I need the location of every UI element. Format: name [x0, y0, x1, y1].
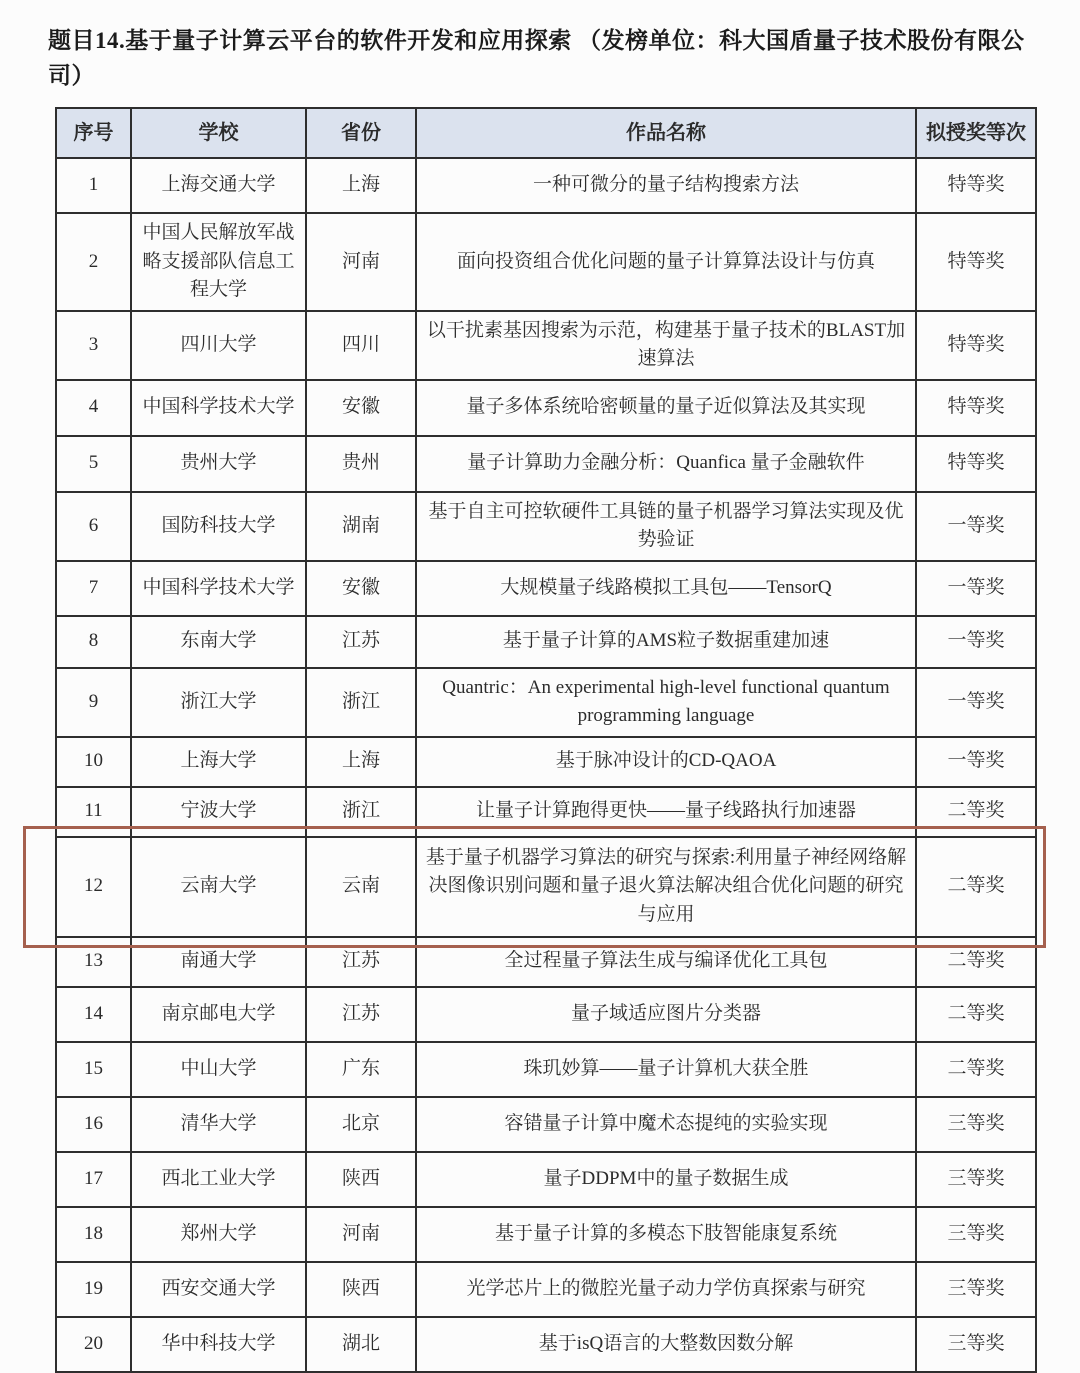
cell-work: 一种可微分的量子结构搜索方法 — [416, 158, 916, 213]
cell-award: 特等奖 — [916, 213, 1036, 311]
table-row — [56, 1152, 1036, 1207]
cell-award: 特等奖 — [916, 158, 1036, 213]
cell-award: 二等奖 — [916, 1042, 1036, 1097]
cell-school: 四川大学 — [131, 311, 306, 380]
cell-no: 20 — [56, 1317, 131, 1372]
table-row — [56, 937, 1036, 987]
cell-school: 上海大学 — [131, 737, 306, 787]
cell-school: 东南大学 — [131, 616, 306, 668]
cell-work: 以干扰素基因搜索为示范，构建基于量子技术的BLAST加速算法 — [416, 311, 916, 380]
table-row — [56, 1097, 1036, 1152]
cell-province: 安徽 — [306, 561, 416, 616]
cell-no: 2 — [56, 213, 131, 311]
cell-province: 北京 — [306, 1097, 416, 1152]
table-row — [56, 787, 1036, 837]
cell-province: 湖北 — [306, 1317, 416, 1372]
cell-work: 量子DDPM中的量子数据生成 — [416, 1152, 916, 1207]
cell-no: 7 — [56, 561, 131, 616]
cell-no: 8 — [56, 616, 131, 668]
table-row — [56, 737, 1036, 787]
cell-province: 云南 — [306, 837, 416, 937]
cell-school: 中国科学技术大学 — [131, 561, 306, 616]
cell-school: 国防科技大学 — [131, 492, 306, 561]
header-school: 学校 — [131, 108, 306, 158]
table-row — [56, 668, 1036, 737]
cell-school: 西安交通大学 — [131, 1262, 306, 1317]
awards-table — [55, 107, 1037, 1373]
cell-work: 全过程量子算法生成与编译优化工具包 — [416, 937, 916, 987]
header-no: 序号 — [56, 108, 131, 158]
cell-province: 广东 — [306, 1042, 416, 1097]
cell-school: 中国人民解放军战略支援部队信息工程大学 — [131, 213, 306, 311]
table-row — [56, 1262, 1036, 1317]
cell-award: 特等奖 — [916, 311, 1036, 380]
cell-school: 南京邮电大学 — [131, 987, 306, 1042]
cell-award: 三等奖 — [916, 1262, 1036, 1317]
cell-province: 贵州 — [306, 436, 416, 492]
cell-school: 清华大学 — [131, 1097, 306, 1152]
cell-province: 湖南 — [306, 492, 416, 561]
cell-province: 河南 — [306, 1207, 416, 1262]
cell-no: 5 — [56, 436, 131, 492]
cell-province: 江苏 — [306, 616, 416, 668]
cell-award: 三等奖 — [916, 1207, 1036, 1262]
cell-school: 中山大学 — [131, 1042, 306, 1097]
cell-no: 15 — [56, 1042, 131, 1097]
cell-school: 上海交通大学 — [131, 158, 306, 213]
cell-school: 浙江大学 — [131, 668, 306, 737]
cell-school: 南通大学 — [131, 937, 306, 987]
cell-school: 西北工业大学 — [131, 1152, 306, 1207]
cell-work: 基于自主可控软硬件工具链的量子机器学习算法实现及优势验证 — [416, 492, 916, 561]
cell-work: 光学芯片上的微腔光量子动力学仿真探索与研究 — [416, 1262, 916, 1317]
cell-award: 一等奖 — [916, 492, 1036, 561]
table-row — [56, 987, 1036, 1042]
cell-no: 18 — [56, 1207, 131, 1262]
cell-province: 江苏 — [306, 987, 416, 1042]
table-row — [56, 311, 1036, 380]
cell-work: 基于量子机器学习算法的研究与探索:利用量子神经网络解决图像识别问题和量子退火算法解决组合优化问题的研究与应用 — [416, 837, 916, 937]
cell-award: 二等奖 — [916, 837, 1036, 937]
cell-work: Quantric：An experimental high-level functional quantum programming language — [416, 668, 916, 737]
cell-school: 中国科学技术大学 — [131, 380, 306, 436]
cell-no: 1 — [56, 158, 131, 213]
cell-award: 一等奖 — [916, 616, 1036, 668]
cell-province: 浙江 — [306, 668, 416, 737]
cell-award: 一等奖 — [916, 737, 1036, 787]
cell-award: 三等奖 — [916, 1317, 1036, 1372]
cell-award: 特等奖 — [916, 436, 1036, 492]
table-header-row — [56, 108, 1036, 158]
cell-work: 量子计算助力金融分析：Quanfica 量子金融软件 — [416, 436, 916, 492]
table-row — [56, 561, 1036, 616]
cell-no: 4 — [56, 380, 131, 436]
cell-work: 基于isQ语言的大整数因数分解 — [416, 1317, 916, 1372]
cell-work: 量子多体系统哈密顿量的量子近似算法及其实现 — [416, 380, 916, 436]
header-work: 作品名称 — [416, 108, 916, 158]
cell-work: 容错量子计算中魔术态提纯的实验实现 — [416, 1097, 916, 1152]
cell-award: 一等奖 — [916, 668, 1036, 737]
table-row — [56, 213, 1036, 311]
cell-no: 14 — [56, 987, 131, 1042]
cell-award: 三等奖 — [916, 1097, 1036, 1152]
cell-school: 贵州大学 — [131, 436, 306, 492]
cell-province: 上海 — [306, 737, 416, 787]
cell-award: 一等奖 — [916, 561, 1036, 616]
cell-work: 基于脉冲设计的CD-QAOA — [416, 737, 916, 787]
table-row — [56, 1042, 1036, 1097]
cell-province: 四川 — [306, 311, 416, 380]
cell-award: 二等奖 — [916, 987, 1036, 1042]
cell-no: 13 — [56, 937, 131, 987]
cell-province: 安徽 — [306, 380, 416, 436]
header-award: 拟授奖等次 — [916, 108, 1036, 158]
cell-no: 12 — [56, 837, 131, 937]
cell-school: 郑州大学 — [131, 1207, 306, 1262]
document-title: 题目14.基于量子计算云平台的软件开发和应用探索 （发榜单位：科大国盾量子技术股份有限公司） — [48, 28, 1025, 88]
table-row — [56, 616, 1036, 668]
cell-work: 量子域适应图片分类器 — [416, 987, 916, 1042]
cell-province: 陕西 — [306, 1152, 416, 1207]
cell-no: 10 — [56, 737, 131, 787]
header-province: 省份 — [306, 108, 416, 158]
cell-award: 二等奖 — [916, 937, 1036, 987]
cell-no: 3 — [56, 311, 131, 380]
cell-no: 11 — [56, 787, 131, 837]
cell-school: 宁波大学 — [131, 787, 306, 837]
cell-work: 基于量子计算的AMS粒子数据重建加速 — [416, 616, 916, 668]
cell-work: 让量子计算跑得更快——量子线路执行加速器 — [416, 787, 916, 837]
table-row — [56, 837, 1036, 937]
cell-province: 江苏 — [306, 937, 416, 987]
cell-award: 三等奖 — [916, 1152, 1036, 1207]
cell-award: 二等奖 — [916, 787, 1036, 837]
table-row — [56, 1207, 1036, 1262]
cell-no: 16 — [56, 1097, 131, 1152]
table-row — [56, 380, 1036, 436]
table-row — [56, 158, 1036, 213]
cell-work: 基于量子计算的多模态下肢智能康复系统 — [416, 1207, 916, 1262]
cell-province: 陕西 — [306, 1262, 416, 1317]
table-row — [56, 1317, 1036, 1372]
cell-school: 云南大学 — [131, 837, 306, 937]
table-body — [56, 158, 1036, 1372]
cell-no: 6 — [56, 492, 131, 561]
cell-no: 17 — [56, 1152, 131, 1207]
table-row — [56, 492, 1036, 561]
cell-no: 9 — [56, 668, 131, 737]
cell-work: 大规模量子线路模拟工具包——TensorQ — [416, 561, 916, 616]
cell-school: 华中科技大学 — [131, 1317, 306, 1372]
cell-province: 浙江 — [306, 787, 416, 837]
cell-no: 19 — [56, 1262, 131, 1317]
cell-province: 上海 — [306, 158, 416, 213]
cell-work: 面向投资组合优化问题的量子计算算法设计与仿真 — [416, 213, 916, 311]
table-row — [56, 436, 1036, 492]
cell-province: 河南 — [306, 213, 416, 311]
cell-award: 特等奖 — [916, 380, 1036, 436]
cell-work: 珠玑妙算——量子计算机大获全胜 — [416, 1042, 916, 1097]
